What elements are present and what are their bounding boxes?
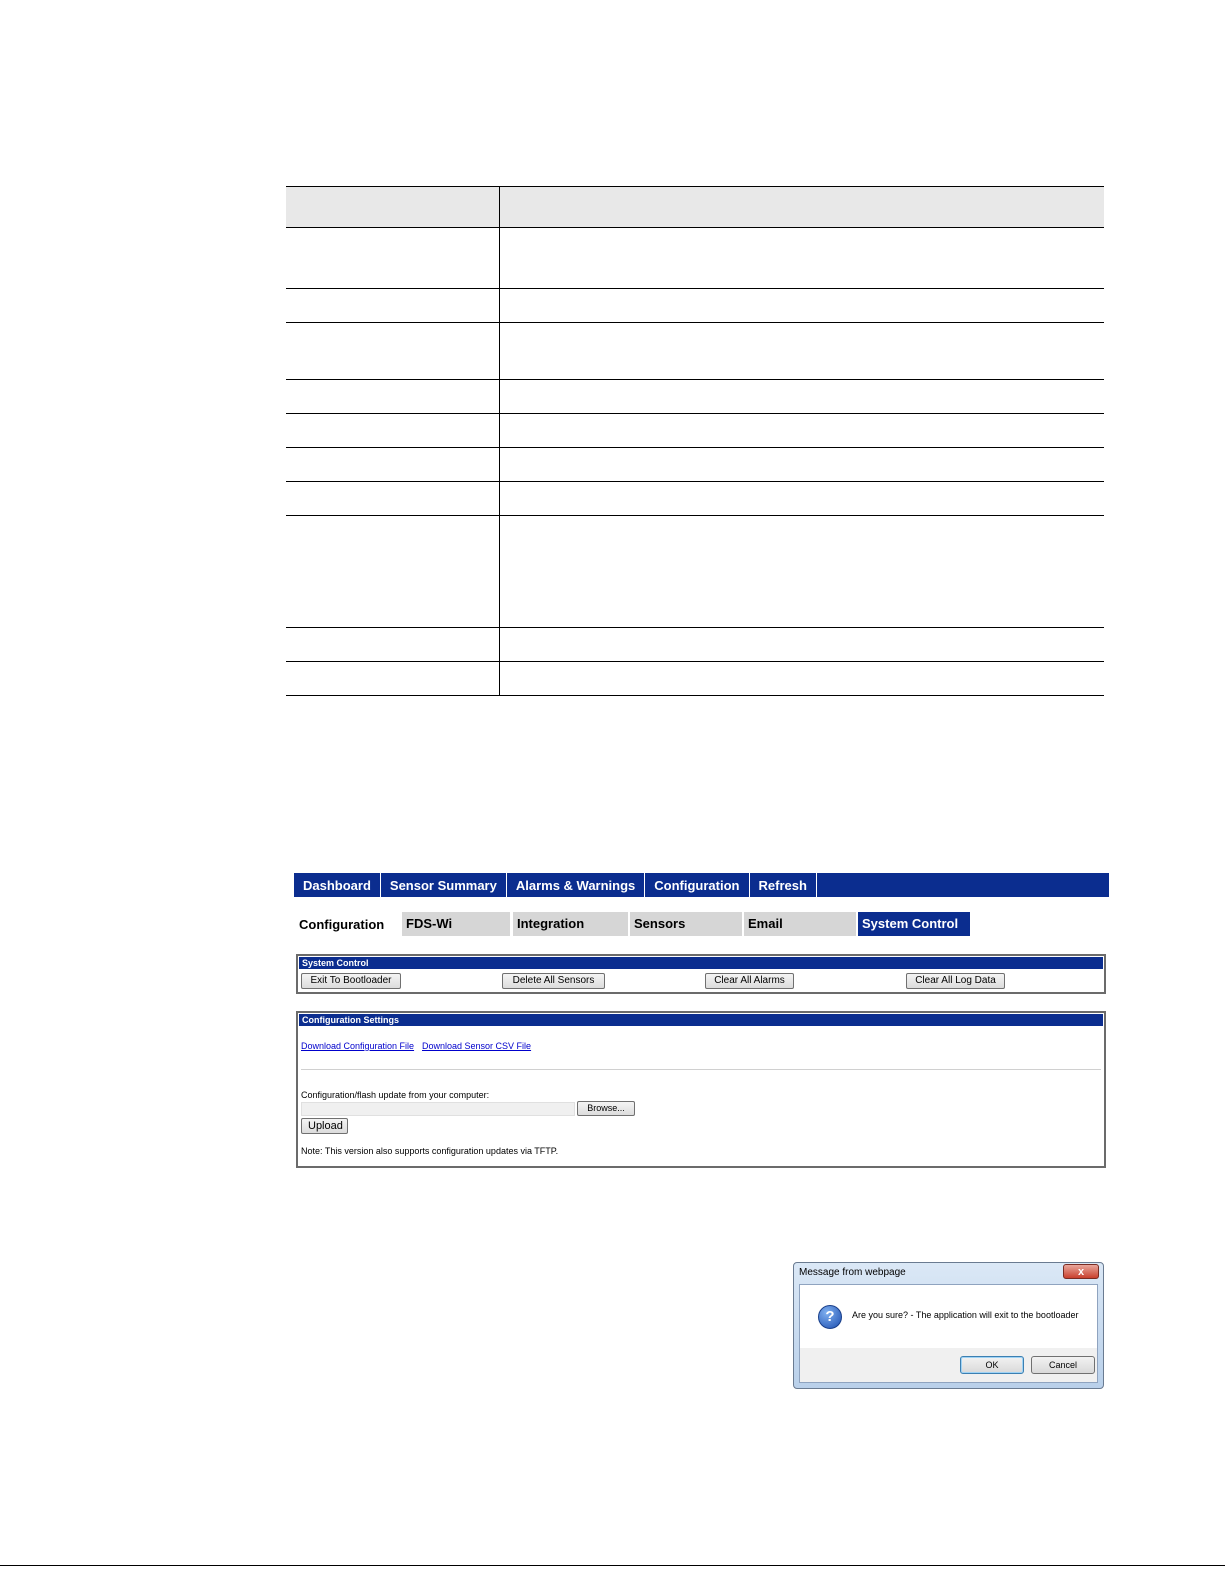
tab-email[interactable]: Email <box>744 912 856 936</box>
table-row <box>286 323 1104 380</box>
clear-all-alarms-button[interactable]: Clear All Alarms <box>705 973 794 989</box>
main-navbar <box>294 873 1109 897</box>
nav-dashboard[interactable]: Dashboard <box>294 873 381 897</box>
delete-all-sensors-button[interactable]: Delete All Sensors <box>502 973 605 989</box>
nav-alarms-warnings[interactable]: Alarms & Warnings <box>507 873 645 897</box>
close-icon[interactable]: x <box>1063 1264 1099 1279</box>
dialog-body <box>799 1284 1098 1383</box>
tftp-note: Note: This version also supports configuration updates via TFTP. <box>301 1146 559 1156</box>
tab-integration[interactable]: Integration <box>513 912 628 936</box>
web-ui-screenshot <box>294 873 1109 1156</box>
nav-sensor-summary[interactable]: Sensor Summary <box>381 873 507 897</box>
tab-system-control[interactable]: System Control <box>858 912 970 936</box>
table-row <box>286 414 1104 448</box>
exit-to-bootloader-button[interactable]: Exit To Bootloader <box>301 973 401 989</box>
download-sensor-csv-link[interactable]: Download Sensor CSV File <box>422 1041 532 1051</box>
ok-button[interactable]: OK <box>960 1356 1024 1374</box>
configuration-settings-panel <box>296 1011 1106 1168</box>
dialog-title: Message from webpage <box>799 1267 906 1278</box>
dialog-message: Are you sure? - The application will exit to the bootloader <box>852 1310 1079 1320</box>
table-row <box>286 228 1104 289</box>
table-row <box>286 628 1104 662</box>
download-configuration-link[interactable]: Download Configuration File <box>301 1041 415 1051</box>
browse-button[interactable]: Browse... <box>577 1101 635 1116</box>
divider <box>301 1069 1101 1070</box>
subnav-title: Configuration <box>299 917 385 932</box>
page-footer-rule <box>0 1565 1225 1566</box>
system-control-header: System Control <box>299 957 1103 969</box>
tab-fds-wi[interactable]: FDS-Wi <box>402 912 510 936</box>
file-path-input[interactable] <box>301 1102 575 1116</box>
table-header-row <box>286 187 1104 228</box>
cancel-button[interactable]: Cancel <box>1031 1356 1095 1374</box>
system-control-panel <box>296 954 1106 994</box>
table-row <box>286 289 1104 323</box>
question-icon: ? <box>818 1305 842 1329</box>
clear-all-log-data-button[interactable]: Clear All Log Data <box>906 973 1005 989</box>
upload-button[interactable]: Upload <box>301 1118 348 1134</box>
table-row <box>286 448 1104 482</box>
dialog-footer <box>800 1348 1097 1382</box>
nav-refresh[interactable]: Refresh <box>750 873 817 897</box>
update-label: Configuration/flash update from your computer: <box>301 1090 490 1100</box>
configuration-settings-header: Configuration Settings <box>299 1014 1103 1026</box>
document-table <box>286 186 1104 696</box>
config-subnav <box>294 912 1109 937</box>
table-row <box>286 380 1104 414</box>
confirm-dialog <box>793 1262 1104 1389</box>
table-row <box>286 662 1104 696</box>
table-row <box>286 482 1104 516</box>
table-row <box>286 516 1104 628</box>
tab-sensors[interactable]: Sensors <box>630 912 742 936</box>
nav-configuration[interactable]: Configuration <box>645 873 749 897</box>
